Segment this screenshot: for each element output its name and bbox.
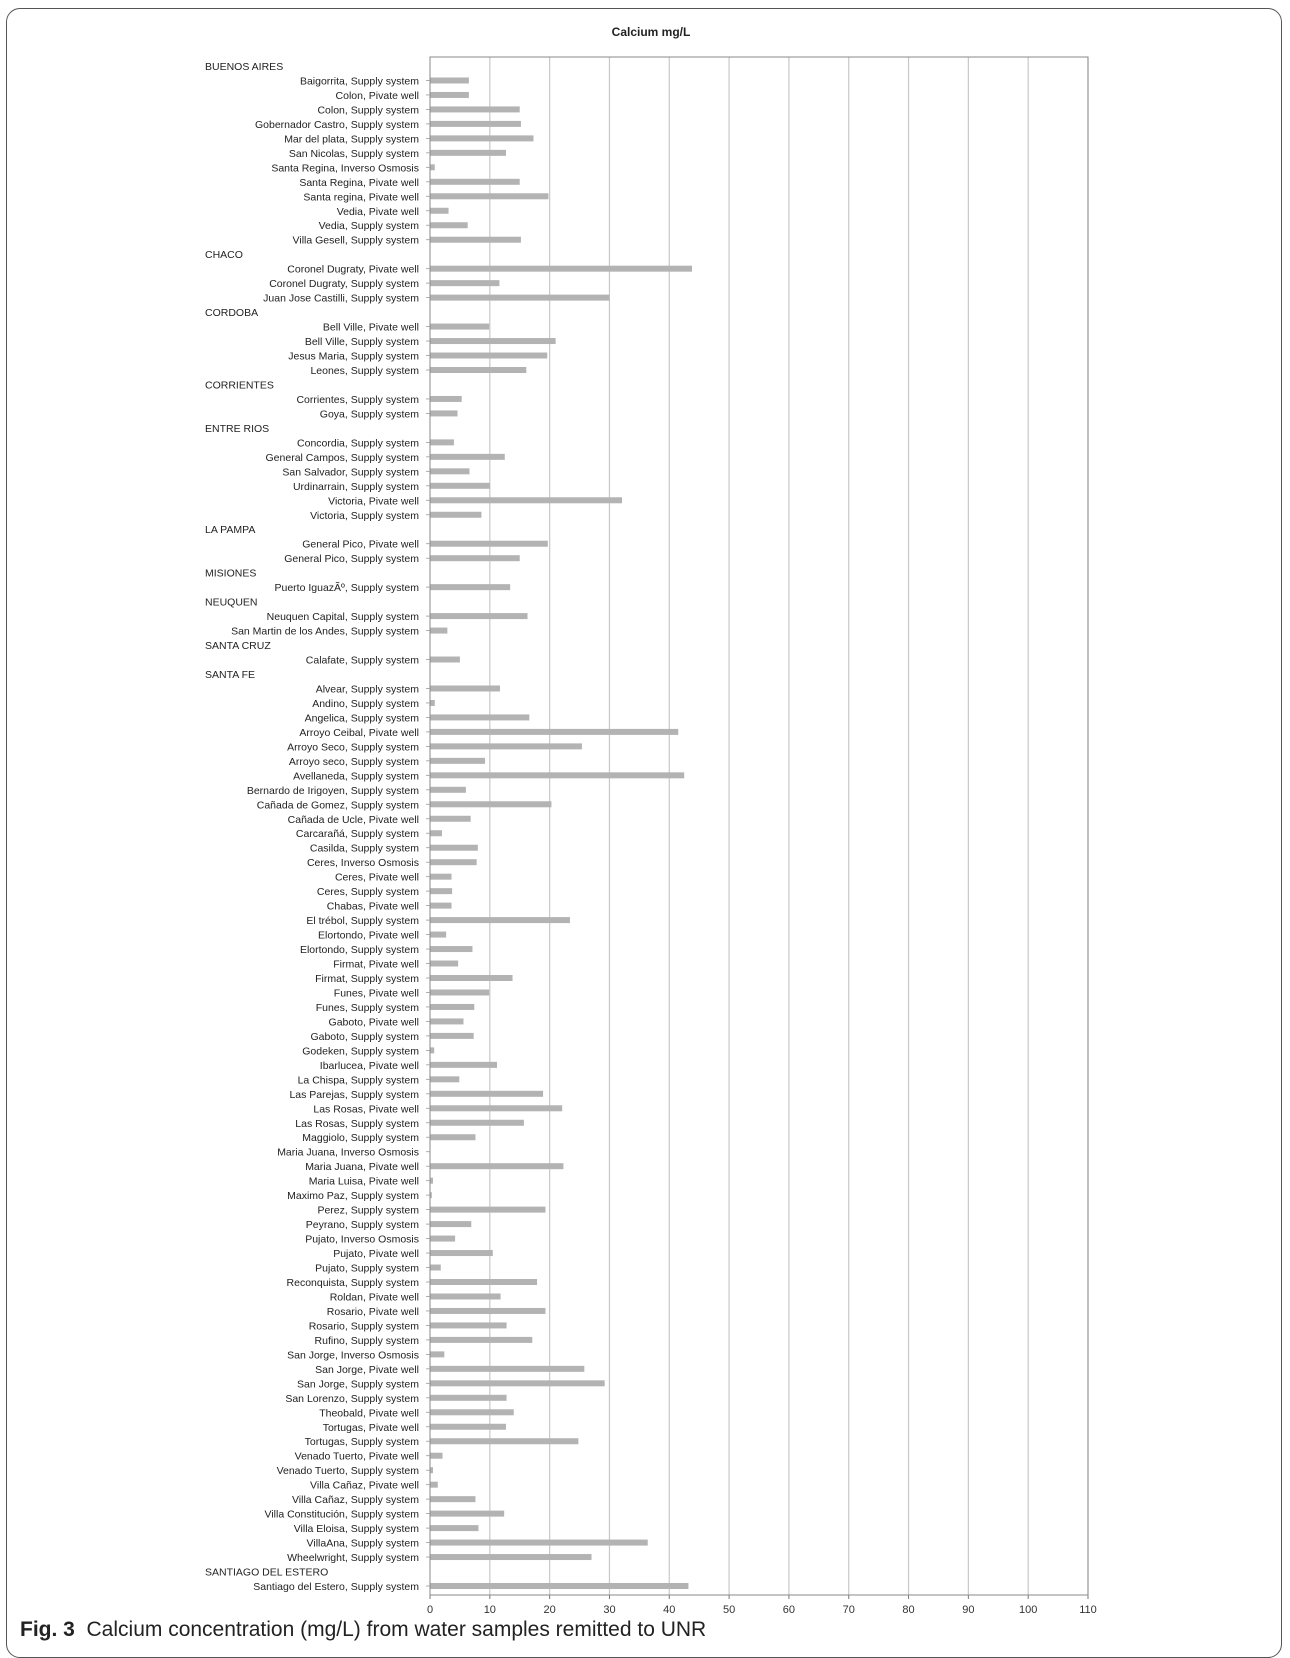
category-label: Puerto IguazÃº, Supply system	[274, 582, 419, 595]
bar	[430, 396, 462, 402]
x-tick-label: 100	[1019, 1604, 1038, 1616]
bar	[430, 772, 684, 778]
bar	[430, 816, 471, 822]
bar	[430, 845, 478, 851]
bar	[430, 1583, 688, 1589]
bar	[430, 150, 506, 156]
bar	[430, 657, 460, 663]
category-label: Bernardo de Irigoyen, Supply system	[246, 784, 419, 797]
plot-area-border	[430, 57, 1088, 1595]
category-label: Goya, Supply system	[319, 408, 419, 421]
bar	[430, 555, 520, 561]
category-label: Cañada de Gomez, Supply system	[256, 799, 419, 812]
category-label: San Jorge, Inverso Osmosis	[287, 1349, 419, 1362]
bar	[430, 92, 469, 98]
bar	[430, 628, 447, 634]
category-label: Baigorrita, Supply system	[299, 75, 419, 88]
bar	[430, 367, 526, 373]
bar	[430, 193, 548, 199]
bar	[430, 164, 435, 170]
bar	[430, 121, 521, 127]
bar	[430, 729, 678, 735]
category-label: Colon, Supply system	[317, 104, 419, 117]
bar	[430, 483, 490, 489]
bar	[430, 1250, 493, 1256]
category-label: Maria Luisa, Pivate well	[308, 1175, 419, 1188]
bar	[430, 787, 466, 793]
category-label: Arroyo Seco, Supply system	[287, 741, 419, 754]
category-label: Andino, Supply system	[312, 697, 419, 710]
category-label: Pujato, Supply system	[315, 1262, 419, 1275]
category-label: Santa Regina, Inverso Osmosis	[271, 162, 419, 175]
bar	[430, 946, 472, 952]
category-label: Pujato, Pivate well	[333, 1248, 419, 1261]
category-label: Coronel Dugraty, Supply system	[269, 278, 419, 291]
category-label: Victoria, Supply system	[310, 509, 419, 522]
bar	[430, 1221, 471, 1227]
category-label: Juan Jose Castilli, Supply system	[263, 292, 419, 305]
bar	[430, 613, 528, 619]
category-label: San Salvador, Supply system	[282, 466, 419, 479]
province-group-label: SANTA CRUZ	[205, 640, 271, 653]
bar	[430, 1482, 438, 1488]
bar	[430, 1366, 584, 1372]
category-label: Villa Gesell, Supply system	[292, 234, 419, 247]
figure-number: Fig. 3	[20, 1618, 75, 1641]
bar	[430, 874, 452, 880]
category-label: Maria Juana, Inverso Osmosis	[277, 1146, 419, 1159]
province-group-label: MISIONES	[205, 567, 257, 580]
category-label: Calafate, Supply system	[305, 654, 419, 667]
category-label: Vedia, Pivate well	[336, 205, 419, 218]
bar	[430, 541, 548, 547]
category-label: Jesus Maria, Supply system	[288, 350, 419, 363]
category-label: Urdinarrain, Supply system	[292, 480, 419, 493]
category-label: Pujato, Inverso Osmosis	[305, 1233, 419, 1246]
bar	[430, 1105, 562, 1111]
bar	[430, 280, 499, 286]
category-label: Rosario, Pivate well	[326, 1305, 419, 1318]
category-label: Cañada de Ucle, Pivate well	[287, 813, 419, 826]
bar	[430, 758, 485, 764]
bar	[430, 1395, 507, 1401]
province-group-label: SANTIAGO DEL ESTERO	[205, 1566, 329, 1579]
category-label: Tortugas, Supply system	[304, 1436, 419, 1449]
category-label: Coronel Dugraty, Pivate well	[287, 263, 419, 276]
bar	[430, 468, 469, 474]
category-label: Funes, Supply system	[315, 1001, 419, 1014]
bar	[430, 1004, 474, 1010]
category-label: Roldan, Pivate well	[329, 1291, 419, 1304]
province-group-label: CORRIENTES	[205, 379, 274, 392]
category-label: Santiago del Estero, Supply system	[253, 1581, 419, 1593]
x-tick-label: 10	[483, 1604, 496, 1616]
category-label: Maximo Paz, Supply system	[287, 1190, 419, 1203]
bar	[430, 1265, 441, 1271]
bar	[430, 932, 446, 938]
bar	[430, 1554, 592, 1560]
category-label: San Jorge, Pivate well	[315, 1363, 419, 1376]
category-label: Arroyo seco, Supply system	[288, 755, 419, 768]
bar	[430, 77, 469, 83]
category-label: Concordia, Supply system	[297, 437, 419, 450]
bar	[430, 975, 513, 981]
category-label: Maggiolo, Supply system	[302, 1132, 419, 1145]
category-label: Chabas, Pivate well	[326, 900, 419, 913]
category-label: Ceres, Pivate well	[334, 871, 419, 884]
bar	[430, 1033, 474, 1039]
category-label: San Lorenzo, Supply system	[285, 1392, 419, 1405]
category-label: Maria Juana, Pivate well	[305, 1161, 419, 1174]
bar	[430, 1438, 578, 1444]
bar	[430, 1351, 444, 1357]
bar	[430, 237, 521, 243]
x-tick-label: 50	[722, 1604, 736, 1616]
x-tick-label: 60	[782, 1604, 796, 1616]
category-label: Reconquista, Supply system	[286, 1277, 419, 1289]
bar	[430, 266, 692, 272]
category-label: Neuquen Capital, Supply system	[266, 611, 419, 624]
category-label: General Campos, Supply system	[265, 451, 419, 464]
category-label: San Nicolas, Supply system	[288, 147, 419, 160]
bar	[430, 1279, 537, 1285]
x-tick-label: 90	[962, 1604, 975, 1616]
province-group-label: CORDOBA	[205, 307, 259, 320]
category-label: Villa Constitución, Supply system	[264, 1508, 419, 1521]
category-label: Villa Cañaz, Pivate well	[310, 1479, 419, 1492]
bar	[430, 888, 452, 894]
bar	[430, 439, 454, 445]
category-label: General Pico, Supply system	[284, 553, 419, 566]
category-label: Rufino, Supply system	[314, 1334, 419, 1347]
x-tick-label: 80	[902, 1604, 915, 1616]
category-label: Firmat, Pivate well	[333, 958, 419, 971]
bar	[430, 1525, 478, 1531]
category-label: Elortondo, Pivate well	[318, 929, 419, 942]
category-label: Las Rosas, Pivate well	[313, 1103, 419, 1116]
bar	[430, 353, 547, 359]
bar	[430, 1540, 648, 1546]
x-tick-label: 0	[426, 1604, 434, 1616]
x-tick-label: 40	[663, 1604, 676, 1616]
x-tick-label: 110	[1079, 1604, 1097, 1616]
bar	[430, 700, 435, 706]
x-tick-label: 70	[842, 1604, 855, 1616]
category-label: Gobernador Castro, Supply system	[255, 118, 419, 131]
bar	[430, 1236, 455, 1242]
bar	[430, 1308, 545, 1314]
bar	[430, 584, 510, 590]
category-label: Casilda, Supply system	[309, 842, 419, 855]
category-label: Firmat, Supply system	[315, 973, 419, 985]
bar	[430, 1076, 459, 1082]
bar	[430, 1018, 463, 1024]
category-label: VillaAna, Supply system	[306, 1537, 419, 1550]
bar	[430, 1062, 497, 1068]
bar	[430, 1322, 507, 1328]
category-label: Elortondo, Supply system	[299, 944, 419, 957]
bar	[430, 1496, 475, 1502]
bar	[430, 222, 468, 228]
bar	[430, 1134, 475, 1140]
bar	[430, 1163, 563, 1169]
category-label: Perez, Supply system	[317, 1204, 419, 1217]
bar	[430, 208, 449, 214]
bar	[430, 743, 582, 749]
bar	[430, 454, 505, 460]
bar	[430, 1120, 524, 1126]
bar	[430, 714, 529, 720]
category-label: Avellaneda, Supply system	[293, 770, 419, 783]
bar	[430, 961, 458, 967]
province-group-label: NEUQUEN	[205, 596, 258, 609]
province-group-label: SANTA FE	[205, 669, 255, 681]
chart-title: Calcium mg/L	[611, 25, 691, 39]
category-label: Mar del plata, Supply system	[284, 133, 419, 146]
category-label: Vedia, Supply system	[318, 220, 419, 233]
bar	[430, 1293, 501, 1299]
category-label: Venado Tuerto, Pivate well	[294, 1450, 419, 1463]
category-label: Venado Tuerto, Supply system	[276, 1465, 419, 1478]
category-label: Corrientes, Supply system	[296, 393, 419, 406]
bar	[430, 1337, 532, 1343]
category-label: Victoria, Pivate well	[328, 495, 419, 508]
bar	[430, 1511, 504, 1517]
bar	[430, 989, 489, 995]
category-label: Gaboto, Supply system	[310, 1030, 419, 1043]
figure-caption-text: Calcium concentration (mg/L) from water samples remitted to UNR	[86, 1618, 707, 1641]
category-label: Santa Regina, Pivate well	[299, 176, 419, 189]
bar	[430, 295, 609, 301]
bars	[430, 77, 692, 1589]
bar	[430, 903, 452, 909]
bar	[430, 1380, 605, 1386]
category-label: General Pico, Pivate well	[302, 538, 419, 551]
category-label: El trébol, Supply system	[306, 915, 419, 928]
bar	[430, 685, 500, 691]
category-label: Ibarlucea, Pivate well	[319, 1059, 419, 1072]
bar	[430, 801, 551, 807]
province-group-label: CHACO	[205, 249, 243, 262]
bar	[430, 830, 442, 836]
bar	[430, 497, 622, 503]
figure-caption	[20, 1618, 706, 1642]
category-label: San Martin de los Andes, Supply system	[231, 625, 419, 638]
bar	[430, 1424, 506, 1430]
bar	[430, 106, 520, 112]
category-label: La Chispa, Supply system	[297, 1074, 419, 1087]
category-label: Colon, Pivate well	[335, 89, 419, 102]
category-label: Peyrano, Supply system	[305, 1219, 419, 1232]
bar	[430, 917, 570, 923]
province-group-label: ENTRE RIOS	[205, 422, 270, 435]
bar	[430, 1047, 434, 1053]
category-label: Godeken, Supply system	[302, 1045, 419, 1058]
bar	[430, 1091, 543, 1097]
bar	[430, 410, 458, 416]
bar	[430, 324, 489, 330]
province-group-label: LA PAMPA	[205, 524, 256, 537]
category-label: Las Parejas, Supply system	[289, 1088, 419, 1101]
category-label: Villa Cañaz, Supply system	[291, 1494, 419, 1507]
x-tick-labels	[427, 1604, 1097, 1616]
category-label: Gaboto, Pivate well	[328, 1016, 419, 1029]
category-label: San Jorge, Supply system	[297, 1378, 419, 1391]
bar	[430, 859, 477, 865]
category-label: Leones, Supply system	[310, 365, 419, 377]
x-tick-label: 20	[543, 1604, 556, 1616]
category-label: Funes, Pivate well	[333, 987, 419, 1000]
category-label: Santa regina, Pivate well	[303, 191, 419, 204]
category-label: Las Rosas, Supply system	[295, 1117, 419, 1130]
category-labels	[205, 61, 419, 1593]
x-tick-label: 30	[603, 1604, 616, 1616]
bar	[430, 512, 481, 518]
category-label: Bell Ville, Pivate well	[322, 321, 419, 334]
category-label: Bell Ville, Supply system	[304, 336, 419, 349]
bar	[430, 179, 520, 185]
bar	[430, 1409, 514, 1415]
province-group-label: BUENOS AIRES	[205, 61, 284, 73]
category-label: Wheelwright, Supply system	[287, 1552, 419, 1565]
category-label: Angelica, Supply system	[304, 712, 419, 725]
bar	[430, 1453, 443, 1459]
bar	[430, 1207, 545, 1213]
category-label: Villa Eloisa, Supply system	[293, 1523, 419, 1536]
category-label: Theobald, Pivate well	[319, 1407, 419, 1420]
category-label: Alvear, Supply system	[315, 683, 419, 696]
gridlines	[490, 57, 1088, 1595]
category-label: Ceres, Supply system	[316, 886, 419, 899]
bar	[430, 135, 533, 141]
category-label: Carcarañá, Supply system	[295, 828, 419, 841]
category-label: Tortugas, Pivate well	[322, 1421, 419, 1434]
bar	[430, 338, 556, 344]
category-label: Arroyo Ceibal, Pivate well	[299, 726, 419, 739]
category-label: Rosario, Supply system	[308, 1320, 419, 1333]
category-label: Ceres, Inverso Osmosis	[306, 857, 419, 870]
